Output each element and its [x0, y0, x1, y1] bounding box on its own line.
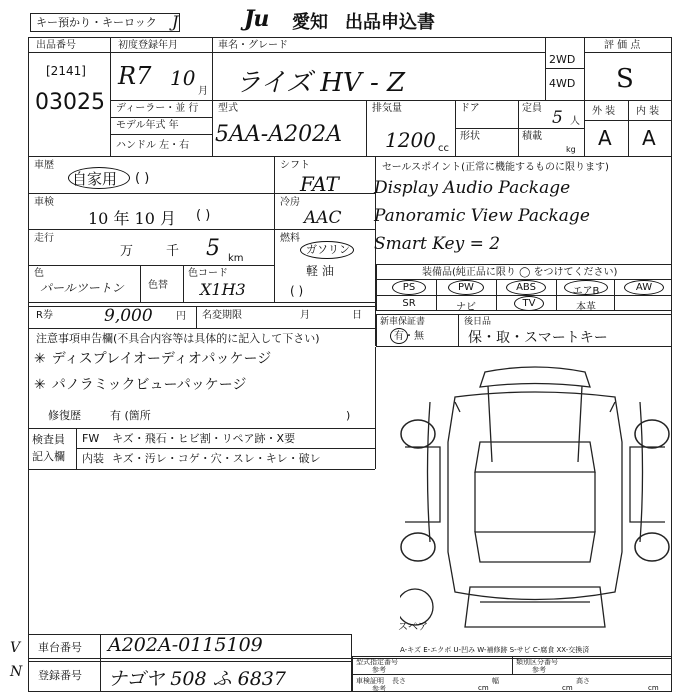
name-label: 車名・グレード: [218, 40, 288, 51]
history-value: 自家用: [72, 170, 118, 188]
equip-navi: ナビ: [456, 302, 476, 313]
inspection-label: 車検: [34, 197, 54, 208]
model-year-label: モデル年式 年: [116, 120, 179, 131]
first-reg-month: 10: [170, 66, 196, 90]
class-ref: 参考: [532, 666, 546, 674]
inspection-value: 10 年 10 月: [88, 209, 176, 228]
inspector-label-1: 検査員: [32, 433, 65, 446]
name-change-day: 日: [352, 310, 362, 321]
int-items: キズ・汚レ・コゲ・穴・スレ・キレ・破レ: [112, 452, 321, 465]
equip-tv: TV: [522, 298, 536, 309]
mileage-value: 5: [206, 236, 220, 261]
page-title: 出品申込書: [345, 12, 435, 33]
handle-label: ハンドル 左・右: [116, 140, 190, 151]
capacity-label: 定員: [522, 103, 542, 114]
check-mark-1: V: [10, 640, 21, 656]
height-unit: cm: [648, 684, 659, 692]
equip-airbag: エアB: [572, 286, 600, 297]
repair-close: ): [346, 409, 351, 422]
name-change-label: 名変期限: [202, 310, 242, 321]
fw-label: FW: [82, 432, 100, 445]
score-label: 評 価 点: [604, 40, 641, 51]
inspector-label-2: 記入欄: [32, 450, 65, 463]
color-value: パールツートン: [40, 281, 124, 295]
note-line-1-text: ディスプレイオーディオパッケージ: [51, 351, 272, 367]
displacement-unit: cc: [438, 143, 449, 154]
fuel-paren: ( ): [290, 284, 304, 298]
shift-value: FAT: [300, 172, 339, 196]
cert-ref: 参考: [372, 685, 386, 693]
warranty-value: 有・無: [394, 331, 424, 342]
fuel-alt: 軽 油: [306, 264, 334, 278]
color-code-value: X1H3: [200, 280, 246, 299]
spare-label: スペア: [398, 622, 428, 633]
note-line-2: ✳ パノラミックビューパッケージ: [34, 377, 247, 393]
notes-label: 注意事項申告欄(不具合内容等は具体的に記入して下さい): [36, 332, 320, 345]
ac-value: AAC: [304, 208, 342, 228]
mileage-man: 万: [120, 244, 134, 259]
check-mark-2: N: [10, 664, 23, 680]
sales-label: セールスポイント(正常に機能するものに限ります): [382, 162, 609, 173]
height-label: 高さ: [576, 677, 590, 685]
first-reg-month-unit: 月: [198, 86, 208, 97]
note-line-1: ✳ ディスプレイオーディオパッケージ: [34, 351, 272, 367]
width-label: 幅: [492, 677, 499, 685]
key-mark: J: [172, 12, 179, 31]
chassis-value: A202A-0115109: [108, 634, 263, 656]
recycle-label: R券: [36, 310, 53, 321]
repair-value: 有 (箇所: [110, 409, 151, 422]
car-damage-diagram: [400, 352, 670, 642]
sales-point-2: Panoramic View Package: [374, 206, 590, 226]
warranty-label: 新車保証書: [380, 317, 426, 327]
length-unit: cm: [478, 684, 489, 692]
color-label: 色: [34, 268, 44, 279]
plate-value: ナゴヤ 508 ふ 6837: [108, 668, 286, 690]
load-label: 積載: [522, 131, 542, 142]
drive-4wd: 4WD: [549, 77, 576, 90]
int-label: 内装: [82, 452, 104, 465]
plate-label: 登録番号: [38, 669, 82, 682]
inspection-suffix: ( ): [196, 208, 211, 223]
recycle-value: 9,000: [104, 306, 153, 326]
cert-label: 車検証明: [356, 677, 384, 685]
type-label: 型式: [218, 103, 238, 114]
type-value: 5AA-A202A: [215, 122, 342, 147]
mileage-unit: km: [228, 253, 244, 264]
recycle-unit: 円: [176, 311, 186, 322]
equipment-label: 装備品(純正品に限り ◯ をつけてください): [422, 267, 618, 278]
equip-aw: AW: [635, 282, 653, 293]
fuel-value: ガソリン: [306, 243, 350, 256]
equip-leather: 本革: [576, 302, 596, 313]
door-label: ドア: [460, 103, 480, 114]
after-value: 保・取・スマートキー: [468, 330, 608, 346]
equip-ps: PS: [402, 282, 416, 293]
lot-number: 03025: [35, 90, 105, 115]
equip-abs: ABS: [516, 282, 536, 293]
equip-pw: PW: [458, 282, 474, 293]
note-line-2-text: パノラミックビューパッケージ: [51, 377, 247, 393]
equip-sr: SR: [402, 298, 416, 309]
fuel-label: 燃料: [280, 233, 300, 244]
dealer-label: ディーラー・並 行: [116, 103, 199, 114]
lot-label: 出品番号: [36, 40, 76, 51]
chassis-label: 車台番号: [38, 641, 82, 654]
first-reg-year: R7: [118, 62, 152, 90]
color-code-label: 色コード: [188, 268, 228, 279]
lot-sub: [2141]: [46, 64, 86, 78]
model-spec-label: 型式指定番号: [356, 658, 398, 666]
history-label: 車歴: [34, 160, 54, 171]
model-spec-ref: 参考: [372, 666, 386, 674]
ac-label: 冷房: [280, 197, 300, 208]
after-label: 後日品: [464, 317, 492, 327]
repair-label: 修復歴: [48, 409, 81, 422]
name-change-month: 月: [300, 310, 310, 321]
displacement-label: 排気量: [372, 103, 402, 114]
shape-label: 形状: [460, 131, 480, 142]
length-label: 長さ: [392, 677, 406, 685]
name-value: ライズ HV - Z: [235, 68, 406, 98]
history-paren: ( ): [135, 171, 150, 186]
fw-items: キズ・飛石・ヒビ割・リペア跡・X要: [112, 432, 296, 445]
exterior-value: A: [598, 126, 612, 150]
load-unit: kg: [566, 145, 576, 154]
capacity-value: 5: [552, 108, 563, 128]
title-place: 愛知: [292, 12, 328, 33]
displacement-value: 1200: [385, 128, 436, 152]
score-value: S: [616, 64, 634, 94]
drive-2wd: 2WD: [549, 53, 576, 66]
sales-point-1: Display Audio Package: [374, 178, 571, 198]
width-unit: cm: [562, 684, 573, 692]
key-label: キー預かり・キーロック: [36, 16, 157, 29]
color-swap-label: 色替: [148, 280, 168, 291]
interior-label: 内 装: [636, 106, 660, 117]
damage-legend: A-キズ E-エクボ U-凹み W-補修跡 S-サビ C-腐食 XX-交換済: [400, 646, 590, 654]
mileage-label: 走行: [34, 233, 54, 244]
capacity-unit: 人: [570, 116, 580, 127]
ju-logo: Ju: [244, 6, 269, 32]
exterior-label: 外 装: [592, 106, 616, 117]
sales-point-3: Smart Key = 2: [374, 234, 501, 254]
class-label: 類別区分番号: [516, 658, 558, 666]
mileage-sen: 千: [166, 244, 180, 259]
first-reg-label: 初度登録年月: [118, 40, 178, 51]
interior-value: A: [642, 126, 656, 150]
shift-label: シフト: [280, 160, 310, 171]
